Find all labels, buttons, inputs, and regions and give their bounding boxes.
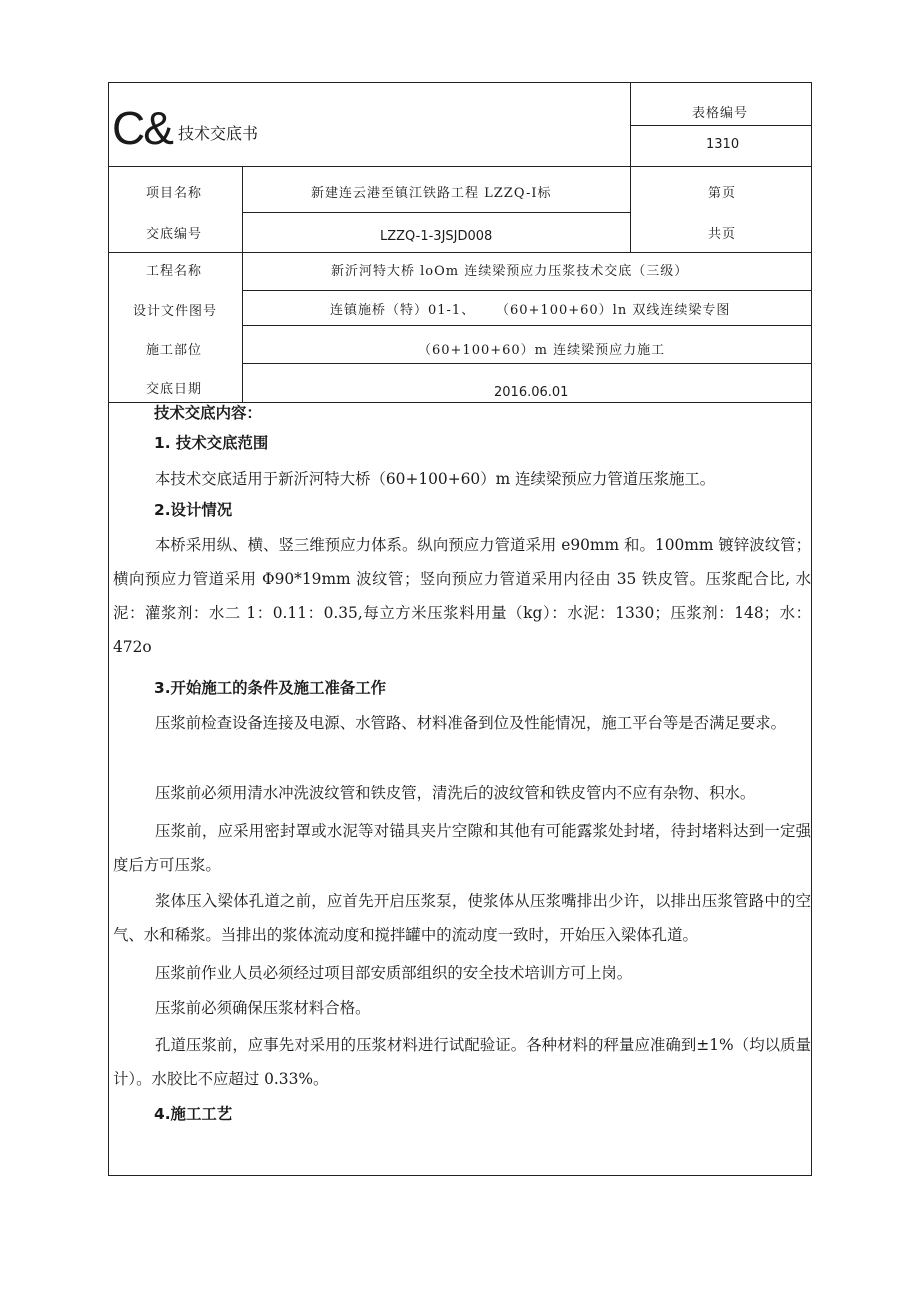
rule-header-divider [630, 82, 631, 166]
work-name-label: 工程名称 [146, 264, 203, 279]
page-total-label: 共页 [708, 227, 737, 242]
rule-row-3 [242, 290, 812, 291]
rule-label-col [242, 166, 243, 402]
rule-row-4 [242, 325, 812, 326]
section-1-paragraph: 本技术交底适用于新沂河特大桥（60+100+60）m 连续梁预应力管道压浆施工。 [155, 470, 716, 488]
drawing-number-value-a: 连镇施桥（特）01-1、 [330, 303, 476, 318]
section-3-paragraph-2: 压浆前必须用清水冲洗波纹管和铁皮管，清洗后的波纹管和铁皮管内不应有杂物、积水。 [155, 784, 756, 802]
form-number-value: 1310 [706, 137, 740, 152]
rule-header-bottom [108, 166, 812, 167]
section-2-heading: 2.设计情况 [154, 501, 233, 519]
page-number-label: 第页 [708, 186, 737, 201]
project-name-label: 项目名称 [146, 186, 203, 201]
section-4-heading: 4.施工工艺 [154, 1105, 233, 1123]
content-title: 技术交底内容： [154, 404, 262, 422]
rule-row-2 [108, 252, 812, 253]
rule-row-1 [242, 212, 630, 213]
drawing-number-value-b: （60+100+60）ln 双线连续梁专图 [496, 303, 731, 318]
logo-mark: C& [112, 102, 172, 154]
section-3-paragraph-1: 压浆前检查设备连接及电源、水管路、材料准备到位及性能情况，施工平台等是否满足要求。 [155, 714, 787, 732]
drawing-number-label: 设计文件图号 [133, 304, 218, 319]
disclosure-date-value: 2016.06.01 [494, 385, 569, 400]
form-number-label: 表格编号 [692, 106, 749, 121]
section-3-paragraph-5: 压浆前作业人员必须经过项目部安质部组织的安全技术培训方可上岗。 [155, 964, 633, 982]
rule-row-6 [108, 402, 812, 403]
section-3-heading: 3.开始施工的条件及施工准备工作 [154, 679, 387, 697]
section-2-paragraph: 本桥采用纵、横、竖三维预应力体系。纵向预应力管道采用 e90mm 和。100mm 镀锌波纹管；横向预应力管道采用 Φ90*19mm 波纹管；竖向预应力管道采用内径由 35 铁皮管。压浆配合比, 水泥：灌浆剂：水二 1：0.11：0.35,每立方米压浆料用量（kg）：水泥：1330；压浆剂：148；水：472o [113, 536, 811, 656]
document-title: 技术交底书 [178, 124, 259, 143]
section-3-paragraph-3: 压浆前，应采用密封罩或水泥等对锚具夹片空隙和其他有可能露浆处封堵，待封堵料达到一定强度后方可压浆。 [113, 822, 811, 874]
work-name-value: 新沂河特大桥 loOm 连续梁预应力压浆技术交底（三级） [331, 264, 689, 279]
section-3-paragraph-7: 孔道压浆前，应事先对采用的压浆材料进行试配验证。各种材料的秤量应准确到±1%（均以质量计）。水胶比不应超过 0.33%。 [113, 1036, 811, 1088]
rule-header-right-mid [630, 125, 812, 126]
project-name-value: 新建连云港至镇江铁路工程 LZZQ-Ⅰ标 [311, 186, 552, 201]
construction-part-label: 施工部位 [146, 343, 203, 358]
disclosure-date-label: 交底日期 [146, 382, 203, 397]
disclosure-number-label: 交底编号 [146, 227, 203, 242]
section-3-paragraph-4: 浆体压入梁体孔道之前，应首先开启压浆泵，使浆体从压浆嘴排出少许，以排出压浆管路中的空气、水和稀浆。当排出的浆体流动度和搅拌罐中的流动度一致时，开始压入梁体孔道。 [113, 892, 811, 944]
rule-row-5 [242, 363, 812, 364]
disclosure-number-value: LZZQ-1-3JSJD008 [380, 229, 493, 244]
section-3-paragraph-6: 压浆前必须确保压浆材料合格。 [155, 999, 371, 1017]
construction-part-value: （60+100+60）m 连续梁预应力施工 [418, 343, 666, 358]
section-1-heading: 1. 技术交底范围 [154, 434, 269, 452]
rule-right-col [630, 166, 631, 252]
